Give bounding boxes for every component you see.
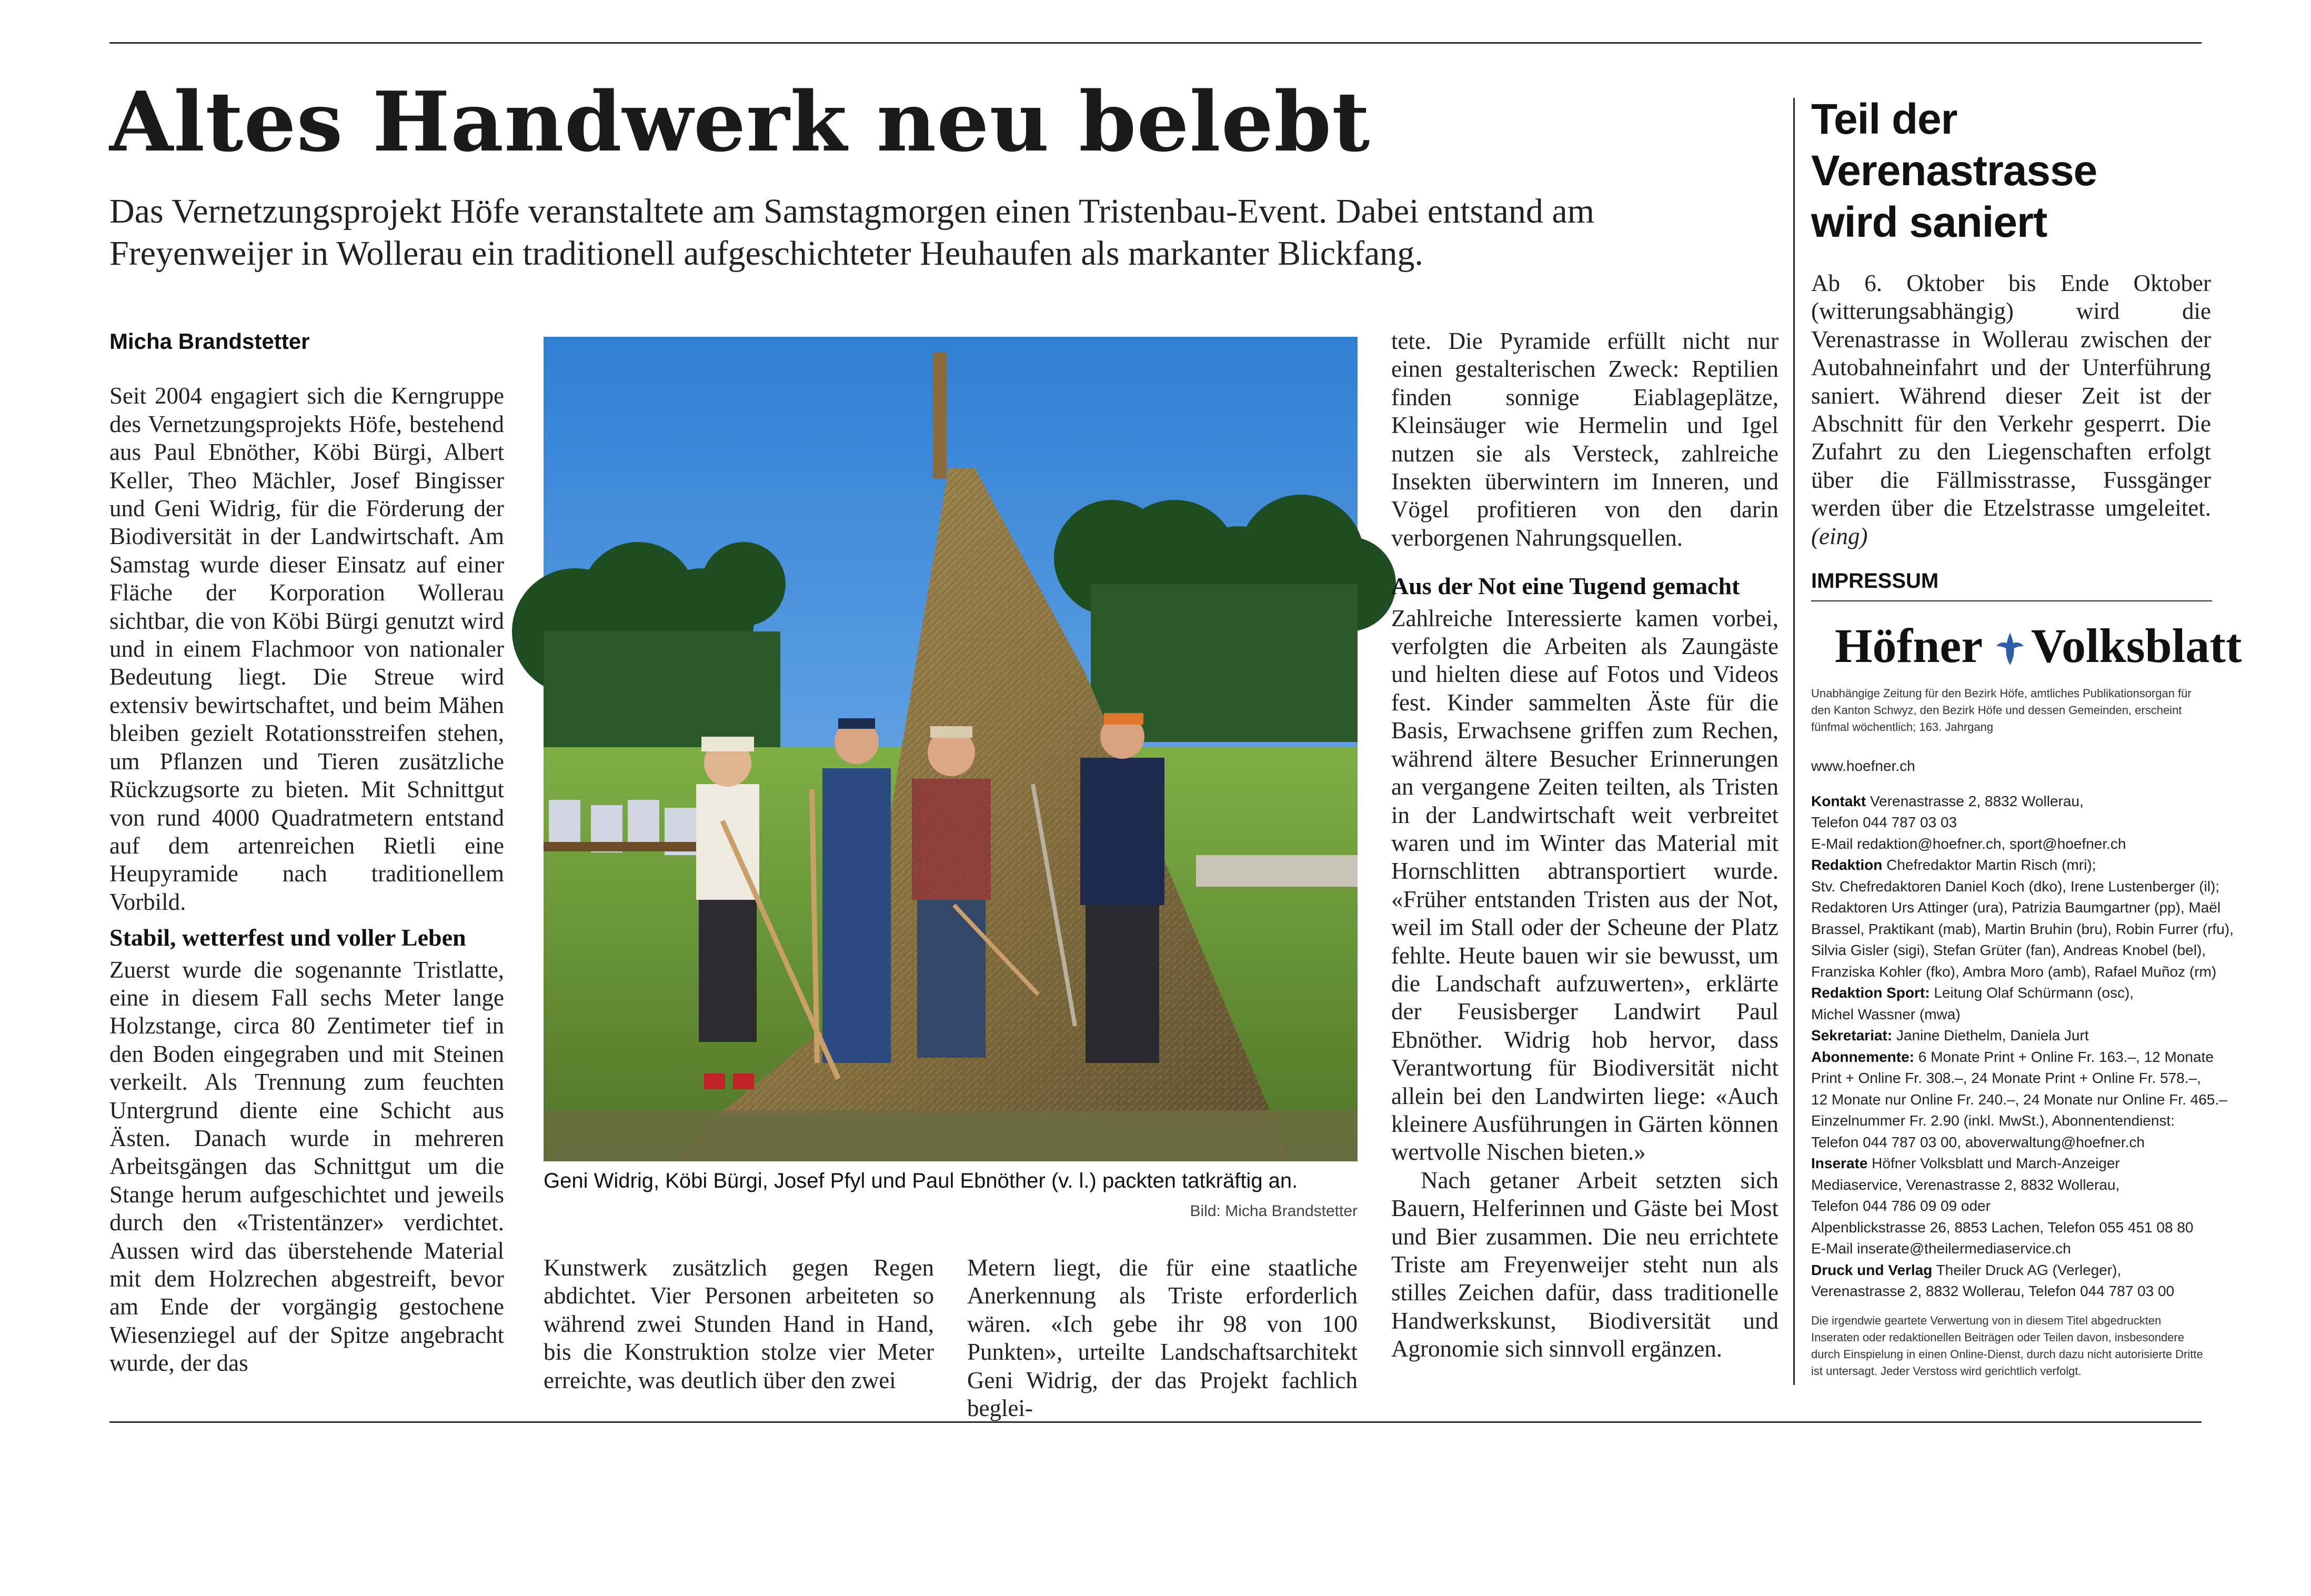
- article-photo: [544, 337, 1358, 1161]
- redaktion-line: Franziska Kohler (fko), Ambra Moro (amb), Rafael Muñoz (rm): [1811, 963, 2217, 980]
- impressum-footnote: Die irgendwie geartete Verwertung von in diesem Titel abgedruckten Inseraten oder redaktionellen Beiträgen oder Teilen davon, insbesondere durch Einspielung in einen Online-Dienst, durch dazu nicht autorisierte Dritte ist untersagt. Jeder Verstoss wird gerichtlich verfolgt.: [1811, 1314, 2203, 1378]
- redaktion-line: Chefredaktor Martin Risch (mri);: [1882, 857, 2096, 873]
- sport-line: Michel Wassner (mwa): [1811, 1006, 1961, 1022]
- abo-label: Abonnemente:: [1811, 1048, 1914, 1065]
- kontakt-line: Telefon 044 787 03 03: [1811, 814, 1957, 830]
- article-headline: Altes Handwerk neu belebt: [109, 74, 1371, 170]
- sidebar-divider: [1793, 98, 1795, 1385]
- paragraph-intro: Seit 2004 engagiert sich die Kerngruppe des Vernetzungsprojekts Höfe, bestehend aus Paul Ebnöther, Köbi Bürgi, Albert Keller, Theo Mächler, Josef Bingisser und Geni Widrig, für die Förderung der Biodiversität in der Landwirtschaft. Am Samstag wurde dieser Einsatz auf einer Fläche der Korporation Wollerau sichtbar, die von Köbi Bürgi genutzt wird und in einem Flachmoor von nationaler Bedeutung liegt. Die Streue wird extensiv bewirtschaftet, und beim Mähen bleiben gezielt Rotationsstreifen stehen, um Pflanzen und Tieren zusätzliche Rückzugsorte zu bieten. Mit Schnittgut von rund 4000 Quadratmetern entstand auf dem artenreichen Rietli eine Heupyramide nach traditionellem Vorbild.: [109, 383, 504, 915]
- druck-line: Verenastrasse 2, 8832 Wollerau, Telefon 044 787 03 00: [1811, 1283, 2175, 1299]
- redaktion-line: Redaktoren Urs Attinger (ura), Patrizia Baumgartner (pp), Maël: [1811, 899, 2221, 916]
- inserate-line: Höfner Volksblatt und March-Anzeiger: [1867, 1155, 2120, 1171]
- abo-line: 12 Monate nur Online Fr. 240.–, 24 Monate nur Online Fr. 465.–: [1811, 1091, 2227, 1108]
- paragraph-col3: Metern liegt, die für eine staatliche Anerkennung als Triste erforderlich wären. «Ich gebe ihr 98 von 100 Punkten», urteilte Landschaftsarchitekt Geni Widrig, der das Projekt fachlich beglei-: [967, 1254, 1358, 1422]
- paragraph-col2: Kunstwerk zusätzlich gegen Regen abdichtet. Vier Personen arbeiteten so während zwei Stunden Hand in Hand, bis die Konstruktion stolze vier Meter erreichte, was deutlich über den zwei: [544, 1254, 934, 1393]
- hoefner-volksblatt-logo: [1811, 615, 2242, 678]
- paragraph-construction: Zuerst wurde die sogenannte Tristlatte, eine in diesem Fall sechs Meter lange Holzstange, circa 80 Zentimeter tief in den Boden eingegraben und mit Steinen verkeilt. Als Trennung zum feuchten Untergrund diente eine Schicht aus Ästen. Danach wurde in mehreren Arbeitsgängen das Schnittgut um die Stange herum aufgeschichtet und jeweils durch den «Tristentänzer» verdichtet. Aussen wird das überstehende Material mit dem Holzrechen abgestreift, bevor am Ende der vorgängig gestochene Wiesenziegel auf der Spitze angebracht wurde, der das: [109, 956, 504, 1377]
- impressum-details: [1811, 756, 2234, 1302]
- website-link[interactable]: www.hoefner.ch: [1811, 758, 1915, 774]
- paragraph-closing: Nach getaner Arbeit setzten sich Bauern, Helferinnen und Gäste bei Most und Bier zusammen. Die neu errichtete Triste am Freyenweijer steht nun als stilles Zeichen dafür, dass traditionelle Handwerkskunst, Biodiversität und Agronomie sich sinnvoll ergänzen.: [1391, 1167, 1779, 1362]
- article-column-3: [967, 1254, 1358, 1422]
- sport-line: Leitung Olaf Schürmann (osc),: [1930, 985, 2134, 1001]
- sidebar-body-text: Ab 6. Oktober bis Ende Oktober (witterungsabhängig) wird die Verenastrasse in Wollerau zwischen der Autobahneinfahrt und der Unterführung saniert. Während dieser Zeit ist der Abschnitt für den Verkehr gesperrt. Die Zufahrt zu den Liegenschaften erfolgt über die Fällmisstrasse, Fussgänger werden über die Etzelstrasse umgeleitet.: [1811, 270, 2211, 521]
- logo-text-left: Höfner: [1835, 619, 1983, 672]
- impressum-label: IMPRESSUM: [1811, 569, 1939, 593]
- article-column-4: [1391, 327, 1779, 1363]
- impressum-rule: [1811, 600, 2212, 601]
- kontakt-email[interactable]: E-Mail redaktion@hoefner.ch, sport@hoefner.ch: [1811, 835, 2126, 852]
- abo-line: 6 Monate Print + Online Fr. 163.–, 12 Monate: [1914, 1048, 2214, 1065]
- sidebar-body: [1811, 269, 2211, 550]
- redaktion-line: Brassel, Praktikant (mab), Martin Bruhin (bru), Robin Furrer (rfu),: [1811, 920, 2234, 937]
- article-column-2: [544, 1254, 934, 1394]
- logo-emblem-icon: [1996, 633, 2024, 665]
- article-column-1: [109, 327, 504, 1378]
- kontakt-label: Kontakt: [1811, 792, 1866, 809]
- abo-line: Print + Online Fr. 308.–, 24 Monate Print + Online Fr. 578.–,: [1811, 1070, 2201, 1086]
- impressum-description: Unabhängige Zeitung für den Bezirk Höfe, amtliches Publikationsorgan für den Kanton Schwyz, den Bezirk Höfe und dessen Gemeinden, erscheint fünfmal wöchentlich; 163. Jahrgang: [1811, 687, 2192, 734]
- inserate-line: Telefon 044 786 09 09 oder: [1811, 1198, 1991, 1214]
- paragraph-pyramid: tete. Die Pyramide erfüllt nicht nur einen gestalterischen Zweck: Reptilien finden sonnige Eiablageplätze, Kleinsäuger wie Hermelin und Igel nutzen sie als Versteck, zahlreiche Insekten überwintern im Inneren, und Vögel profitieren von den darin verborgenen Nahrungsquellen.: [1391, 328, 1779, 551]
- photo-caption: Geni Widrig, Köbi Bürgi, Josef Pfyl und Paul Ebnöther (v. l.) packten tatkräftig an.: [544, 1169, 1298, 1192]
- druck-line: Theiler Druck AG (Verleger),: [1932, 1261, 2122, 1278]
- druck-label: Druck und Verlag: [1811, 1261, 1933, 1278]
- sport-label: Redaktion Sport:: [1811, 985, 1930, 1001]
- sekretariat-line: Janine Diethelm, Daniela Jurt: [1892, 1027, 2089, 1043]
- subhead-tugend: Aus der Not eine Tugend gemacht: [1391, 573, 1740, 600]
- abo-line: Telefon 044 787 03 00, aboverwaltung@hoefner.ch: [1811, 1133, 2145, 1150]
- sekretariat-label: Sekretariat:: [1811, 1027, 1893, 1043]
- sidebar-headline: Teil der Verenastrasse wird saniert: [1811, 95, 2097, 246]
- author-byline: Micha Brandstetter: [109, 329, 310, 354]
- redaktion-line: Silvia Gisler (sigi), Stefan Grüter (fan), Andreas Knobel (bel),: [1811, 942, 2206, 958]
- paragraph-visitors: Zahlreiche Interessierte kamen vorbei, verfolgten die Arbeiten als Zaungäste und hielten diese auf Fotos und Videos fest. Kinder sammelten Äste für die Basis, Erwachsene griffen zum Rechen, während ältere Besucher Erinnerungen an vergangene Zeiten teilten, als Tristen in der Landwirtschaft weit verbreitet waren und im Winter das Material mit Hornschlitten abtransportiert wurde. «Früher entstanden Tristen aus der Not, weil im Stall oder der Scheune der Platz fehlte. Heute bauen wir sie bewusst, um die Landschaft aufzuwerten», erklärte der Feusisberger Landwirt Paul Ebnöther. Widrig hob hervor, dass Verantwortung für Biodiversität nicht allein bei den Landwirten liege: «Auch kleinere Ausführungen in Gärten können wertvolle Nischen bieten.»: [1391, 605, 1779, 1166]
- inserate-email[interactable]: E-Mail inserate@theilermediaservice.ch: [1811, 1240, 2071, 1257]
- kontakt-line: Verenastrasse 2, 8832 Wollerau,: [1866, 792, 2084, 809]
- subhead-stabil: Stabil, wetterfest und voller Leben: [109, 924, 466, 951]
- inserate-line: Alpenblickstrasse 26, 8853 Lachen, Telefon 055 451 08 80: [1811, 1219, 2194, 1236]
- inserate-label: Inserate: [1811, 1155, 1868, 1171]
- sidebar-body-tag: (eing): [1811, 523, 1868, 549]
- article-lead: Das Vernetzungsprojekt Höfe veranstaltete am Samstagmorgen einen Tristenbau-Event. Dabei entstand am Freyenweijer in Wollerau ein traditionell aufgeschichteter Heuhaufen als markanter Blickfang.: [109, 192, 1594, 273]
- redaktion-line: Stv. Chefredaktoren Daniel Koch (dko), Irene Lustenberger (il);: [1811, 878, 2220, 895]
- redaktion-label: Redaktion: [1811, 857, 1883, 873]
- photo-credit: Bild: Micha Brandstetter: [1190, 1202, 1358, 1220]
- inserate-line: Mediaservice, Verenastrasse 2, 8832 Wollerau,: [1811, 1176, 2120, 1193]
- logo-text-right: Volksblatt: [2031, 619, 2242, 672]
- top-rule: [109, 42, 2202, 44]
- abo-line: Einzelnummer Fr. 2.90 (inkl. MwSt.), Abonnentendienst:: [1811, 1112, 2175, 1129]
